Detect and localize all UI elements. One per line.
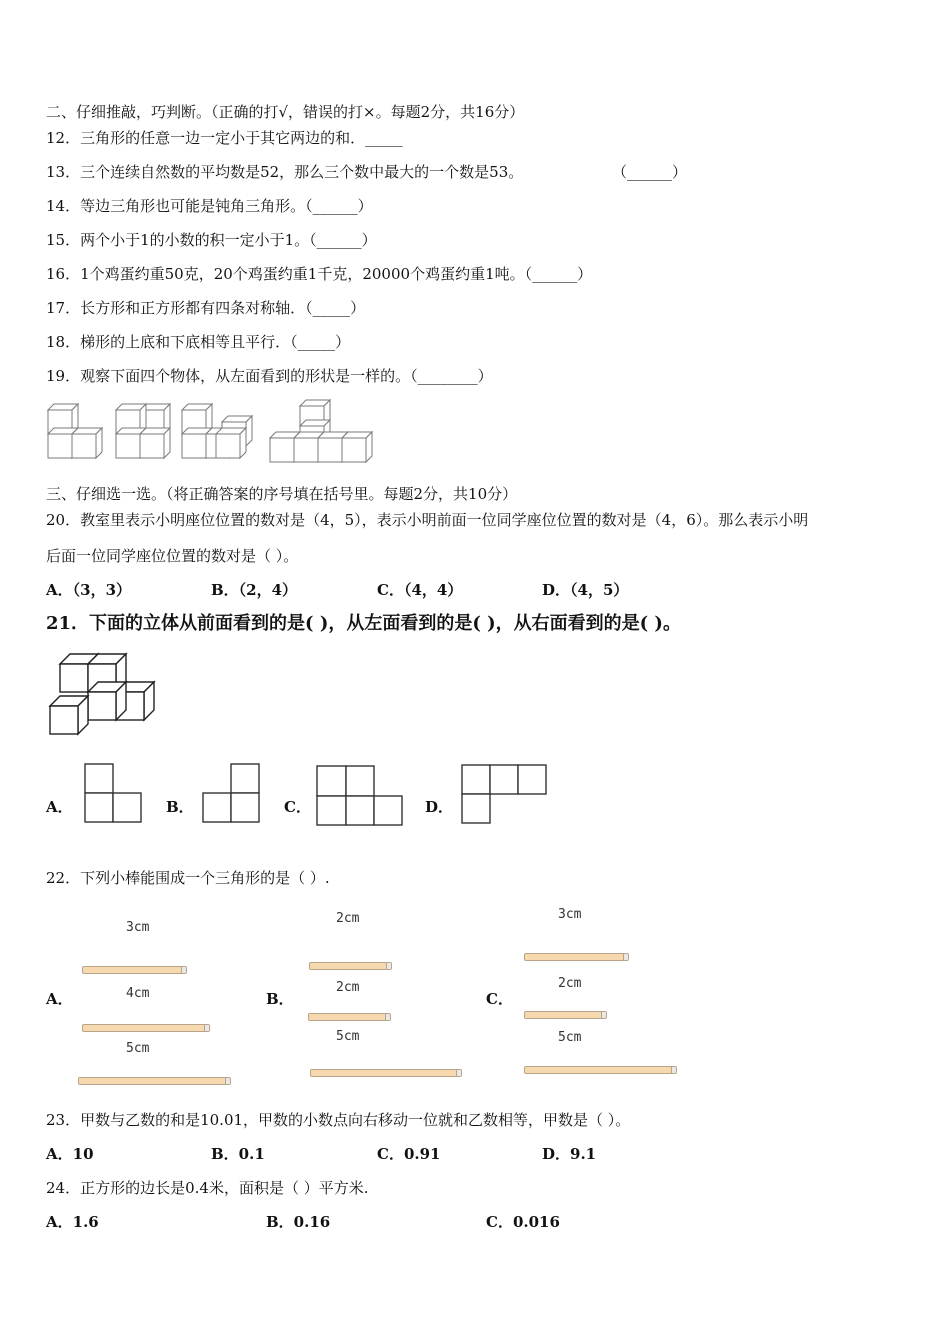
- q23-option-d[interactable]: D．9.1: [542, 1145, 597, 1163]
- q22-c-stick3-label: 5cm: [558, 1030, 582, 1045]
- q21-option-a[interactable]: A．: [46, 798, 73, 816]
- q21-option-d-figure: [460, 763, 550, 825]
- q22-a-stick2-label: 4cm: [126, 986, 150, 1001]
- question-21: 21．下面的立体从前面看到的是( )，从左面看到的是( )，从右面看到的是( )。: [46, 613, 681, 634]
- question-20-line1: 20．教室里表示小明座位位置的数对是（4，5），表示小明前面一位同学座位位置的数对是（4，6）。那么表示小明: [46, 511, 809, 529]
- q22-a-stick2: [82, 1024, 210, 1032]
- question-16: 16．1个鸡蛋约重50克，20个鸡蛋约重1千克，20000个鸡蛋约重1吨。（______）: [46, 265, 593, 283]
- question-23: 23．甲数与乙数的和是10.01，甲数的小数点向右移动一位就和乙数相等，甲数是（ ）。: [46, 1111, 631, 1129]
- q20-option-a[interactable]: A．（3，3）: [46, 581, 132, 599]
- q22-b-stick2: [308, 1013, 391, 1021]
- object-3: [182, 404, 252, 458]
- question-13: 13．三个连续自然数的平均数是52，那么三个数中最大的一个数是53。: [46, 163, 524, 181]
- object-2: [116, 404, 170, 458]
- q23-option-b[interactable]: B．0.1: [211, 1145, 265, 1163]
- question-17: 17．长方形和正方形都有四条对称轴．（_____）: [46, 299, 366, 317]
- q21-option-b-figure: [201, 763, 261, 825]
- q20-option-d[interactable]: D．（4，5）: [542, 581, 629, 599]
- q24-option-a[interactable]: A．1.6: [46, 1213, 99, 1231]
- q22-c-stick2: [524, 1011, 607, 1019]
- question-19: 19．观察下面四个物体，从左面看到的形状是一样的。（________）: [46, 367, 493, 385]
- q22-b-stick2-label: 2cm: [336, 980, 360, 995]
- q20-option-c[interactable]: C．（4，4）: [377, 581, 463, 599]
- question-19-figures: [46, 398, 376, 468]
- q21-option-b[interactable]: B．: [166, 798, 194, 816]
- q21-option-d[interactable]: D．: [425, 798, 454, 816]
- q22-a-stick3-label: 5cm: [126, 1041, 150, 1056]
- q22-a-stick1: [82, 966, 187, 974]
- q23-option-a[interactable]: A．10: [46, 1145, 94, 1163]
- question-14: 14．等边三角形也可能是钝角三角形。（______）: [46, 197, 373, 215]
- q22-a-stick3: [78, 1077, 231, 1085]
- q22-c-stick1: [524, 953, 629, 961]
- section3-header: 三、仔细选一选。（将正确答案的序号填在括号里。每题2分，共10分）: [46, 485, 518, 503]
- question-12: 12．三角形的任意一边一定小于其它两边的和．_____: [46, 129, 403, 147]
- question-18: 18．梯形的上底和下底相等且平行．（_____）: [46, 333, 351, 351]
- q22-a-stick1-label: 3cm: [126, 920, 150, 935]
- question-20-line2: 后面一位同学座位位置的数对是（ ）。: [46, 547, 299, 565]
- q22-option-a[interactable]: A．: [46, 990, 73, 1008]
- q22-b-stick1: [309, 962, 392, 970]
- q20-option-b[interactable]: B．（2，4）: [211, 581, 298, 599]
- q22-b-stick1-label: 2cm: [336, 911, 360, 926]
- q23-option-c[interactable]: C．0.91: [377, 1145, 441, 1163]
- question-24: 24．正方形的边长是0.4米，面积是（ ）平方米.: [46, 1179, 369, 1197]
- object-1: [48, 404, 102, 458]
- object-4: [270, 400, 372, 462]
- question-22: 22．下列小棒能围成一个三角形的是（ ）.: [46, 869, 330, 887]
- q21-option-a-figure: [84, 763, 144, 825]
- q22-b-stick3-label: 5cm: [336, 1029, 360, 1044]
- q22-b-stick3: [310, 1069, 462, 1077]
- q22-option-c[interactable]: C．: [486, 990, 513, 1008]
- q22-c-stick1-label: 3cm: [558, 907, 582, 922]
- question-15: 15．两个小于1的小数的积一定小于1。（______）: [46, 231, 377, 249]
- q24-option-b[interactable]: B．0.16: [266, 1213, 331, 1231]
- q22-c-stick2-label: 2cm: [558, 976, 582, 991]
- q22-option-b[interactable]: B．: [266, 990, 294, 1008]
- q21-option-c[interactable]: C．: [284, 798, 311, 816]
- question-21-solid: [48, 652, 168, 742]
- q24-option-c[interactable]: C．0.016: [486, 1213, 560, 1231]
- question-13-blank[interactable]: （______）: [612, 163, 688, 181]
- section2-header: 二、仔细推敲，巧判断。（正确的打√，错误的打×。每题2分，共16分）: [46, 103, 525, 121]
- q22-c-stick3: [524, 1066, 677, 1074]
- q21-option-c-figure: [315, 765, 405, 827]
